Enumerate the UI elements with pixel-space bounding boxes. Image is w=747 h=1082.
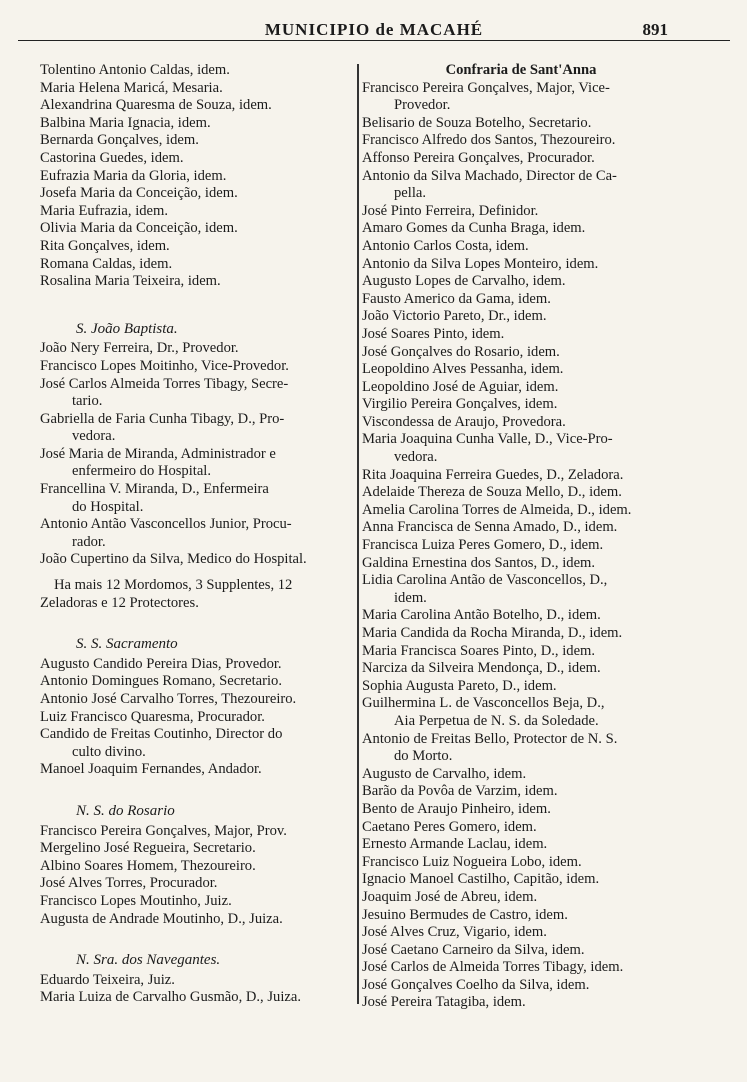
section-heading-ss-sacramento: S. S. Sacramento xyxy=(76,636,178,653)
list-item: Francisco Alfredo dos Santos, Thezoureiro. xyxy=(362,132,616,149)
list-item: Augusta de Andrade Moutinho, D., Juiza. xyxy=(40,910,283,927)
list-item: Maria Candida da Rocha Miranda, D., idem. xyxy=(362,625,623,641)
list-item: José Gonçalves Coelho da Silva, idem. xyxy=(362,976,590,993)
list-item: Rita Joaquina Ferreira Guedes, D., Zeladora. xyxy=(362,466,624,483)
list-item: Maria Eufrazia, idem. xyxy=(40,202,169,219)
list-item: Belisario de Souza Botelho, Secretario. xyxy=(362,114,592,131)
list-item: Ignacio Manoel Castilho, Capitão, idem. xyxy=(362,871,600,888)
list-item: José Maria de Miranda, Administrador e xyxy=(40,445,276,462)
list-item-continuation: Provedor. xyxy=(394,97,451,114)
section-heading-ns-dos-navegantes: N. Sra. dos Navegantes. xyxy=(76,952,221,969)
list-item: Eduardo Teixeira, Juiz. xyxy=(40,971,175,988)
list-item-continuation: do Morto. xyxy=(394,748,453,765)
list-item: Augusto Lopes de Carvalho, idem. xyxy=(362,273,566,290)
list-item: Fausto Americo da Gama, idem. xyxy=(362,290,551,307)
column-divider xyxy=(357,64,359,1004)
list-item: Luiz Francisco Quaresma, Procurador. xyxy=(40,708,265,725)
note-line: Ha mais 12 Mordomos, 3 Supplentes, 12 xyxy=(54,577,293,594)
list-item: Leopoldino Alves Pessanha, idem. xyxy=(362,361,564,378)
list-item: Tolentino Antonio Caldas, idem. xyxy=(40,62,230,78)
list-item: Romana Caldas, idem. xyxy=(40,255,173,272)
list-item: Maria Luiza de Carvalho Gusmão, D., Juiza. xyxy=(40,989,301,1006)
list-item: Francisco Lopes Moutinho, Juiz. xyxy=(40,892,232,909)
page-number: 891 xyxy=(642,20,668,39)
list-item: Bernarda Gonçalves, idem. xyxy=(40,132,199,149)
page-title: MUNICIPIO de MACAHÉ xyxy=(264,20,484,39)
list-item: João Cupertino da Silva, Medico do Hospital. xyxy=(40,551,307,568)
list-item: José Pereira Tatagiba, idem. xyxy=(362,994,526,1011)
list-item-continuation: Aia Perpetua de N. S. da Soledade. xyxy=(394,712,599,729)
list-item: Francisco Pereira Gonçalves, Major, Vice- xyxy=(362,79,610,96)
list-item: Antonio José Carvalho Torres, Thezoureiro. xyxy=(40,691,297,707)
list-item: Maria Joaquina Cunha Valle, D., Vice-Pro- xyxy=(362,431,613,448)
list-item: Augusto de Carvalho, idem. xyxy=(362,765,527,782)
list-item: Amelia Carolina Torres de Almeida, D., idem. xyxy=(362,501,632,518)
list-item: Francellina V. Miranda, D., Enfermeira xyxy=(40,481,269,498)
list-item: Lidia Carolina Antão de Vasconcellos, D., xyxy=(362,572,608,589)
list-item: Maria Francisca Soares Pinto, D., idem. xyxy=(362,642,596,659)
list-item-continuation: idem. xyxy=(394,589,427,606)
list-item: Antonio da Silva Lopes Monteiro, idem. xyxy=(362,255,599,272)
list-item: José Alves Torres, Procurador. xyxy=(40,875,218,892)
list-item: Sophia Augusta Pareto, D., idem. xyxy=(362,677,557,694)
list-item: José Pinto Ferreira, Definidor. xyxy=(362,202,539,219)
list-item: Narciza da Silveira Mendonça, D., idem. xyxy=(362,660,601,677)
list-item: Rita Gonçalves, idem. xyxy=(40,237,170,254)
list-item: Leopoldino José de Aguiar, idem. xyxy=(362,378,559,395)
list-item: Virgilio Pereira Gonçalves, idem. xyxy=(362,396,558,413)
list-item: Antonio da Silva Machado, Director de Ca- xyxy=(362,167,617,184)
list-item: Guilhermina L. de Vasconcellos Beja, D., xyxy=(362,695,605,712)
left-column xyxy=(40,62,356,1007)
list-item: Jesuino Bermudes de Castro, idem. xyxy=(362,906,568,923)
section-heading-confraria-sant-anna: Confraria de Sant'Anna xyxy=(445,62,597,78)
list-item-continuation: rador. xyxy=(72,533,106,550)
list-item: Antonio Domingues Romano, Secretario. xyxy=(40,673,282,690)
list-item: Antonio de Freitas Bello, Protector de N. S. xyxy=(362,730,618,747)
list-item: José Soares Pinto, idem. xyxy=(362,325,505,342)
list-item: Francisca Luiza Peres Gomero, D., idem. xyxy=(362,537,604,554)
list-item: Olivia Maria da Conceição, idem. xyxy=(40,220,238,237)
list-item: Alexandrina Quaresma de Souza, idem. xyxy=(40,97,272,114)
list-item: Joaquim José de Abreu, idem. xyxy=(362,888,538,905)
list-item: João Nery Ferreira, Dr., Provedor. xyxy=(40,340,239,357)
list-item: Balbina Maria Ignacia, idem. xyxy=(40,114,211,131)
list-item: José Caetano Carneiro da Silva, idem. xyxy=(362,941,585,958)
note-line: Zeladoras e 12 Protectores. xyxy=(40,594,199,611)
list-item: Francisco Pereira Gonçalves, Major, Prov. xyxy=(40,822,287,839)
list-item: José Alves Cruz, Vigario, idem. xyxy=(362,924,547,941)
list-item: Amaro Gomes da Cunha Braga, idem. xyxy=(362,220,586,237)
list-item-continuation: enfermeiro do Hospital. xyxy=(72,463,212,480)
list-item: Ernesto Armande Laclau, idem. xyxy=(362,836,548,853)
right-column xyxy=(362,62,680,1012)
list-item: Antonio Carlos Costa, idem. xyxy=(362,237,529,254)
list-item: Augusto Candido Pereira Dias, Provedor. xyxy=(40,655,282,672)
list-item-continuation: pella. xyxy=(394,185,427,202)
list-item: Galdina Ernestina dos Santos, D., idem. xyxy=(362,554,596,571)
list-item: Mergelino José Regueira, Secretario. xyxy=(40,840,256,857)
list-item: Caetano Peres Gomero, idem. xyxy=(362,818,537,835)
list-item: Adelaide Thereza de Souza Mello, D., idem. xyxy=(362,484,622,501)
list-item: Anna Francisca de Senna Amado, D., idem. xyxy=(362,519,618,536)
list-item: Maria Helena Maricá, Mesaria. xyxy=(40,79,223,96)
section-heading-ns-do-rosario: N. S. do Rosario xyxy=(76,802,175,819)
list-item-continuation: vedora. xyxy=(394,449,438,466)
list-item: Viscondessa de Araujo, Provedora. xyxy=(362,413,566,430)
list-item: Bento de Araujo Pinheiro, idem. xyxy=(362,800,551,817)
list-item: Antonio Antão Vasconcellos Junior, Procu- xyxy=(40,516,292,533)
list-item: José Carlos de Almeida Torres Tibagy, idem. xyxy=(362,959,624,976)
list-item: Barão da Povôa de Varzim, idem. xyxy=(362,783,558,800)
list-item: Maria Carolina Antão Botelho, D., idem. xyxy=(362,607,601,624)
list-item: Eufrazia Maria da Gloria, idem. xyxy=(40,167,227,184)
list-item-continuation: do Hospital. xyxy=(72,498,144,515)
list-item: Francisco Luiz Nogueira Lobo, idem. xyxy=(362,853,582,870)
list-item-continuation: culto divino. xyxy=(72,743,146,760)
page-header xyxy=(18,6,730,41)
list-item: José Gonçalves do Rosario, idem. xyxy=(362,343,560,360)
list-item: Castorina Guedes, idem. xyxy=(40,149,184,166)
list-item: Rosalina Maria Teixeira, idem. xyxy=(40,273,221,290)
list-item-continuation: tario. xyxy=(72,393,103,410)
list-item: Affonso Pereira Gonçalves, Procurador. xyxy=(362,149,595,166)
list-item: Josefa Maria da Conceição, idem. xyxy=(40,185,238,202)
list-item-continuation: vedora. xyxy=(72,428,116,445)
list-item: Albino Soares Homem, Thezoureiro. xyxy=(40,857,256,874)
section-heading-sao-joao-baptista: S. João Baptista. xyxy=(76,320,178,337)
list-item: Gabriella de Faria Cunha Tibagy, D., Pro- xyxy=(40,410,285,427)
list-item: Francisco Lopes Moitinho, Vice-Provedor. xyxy=(40,357,289,374)
list-item: Manoel Joaquim Fernandes, Andador. xyxy=(40,761,262,778)
list-item: Candido de Freitas Coutinho, Director do xyxy=(40,726,283,743)
list-item: João Victorio Pareto, Dr., idem. xyxy=(362,308,547,325)
list-item: José Carlos Almeida Torres Tibagy, Secre- xyxy=(40,375,289,392)
